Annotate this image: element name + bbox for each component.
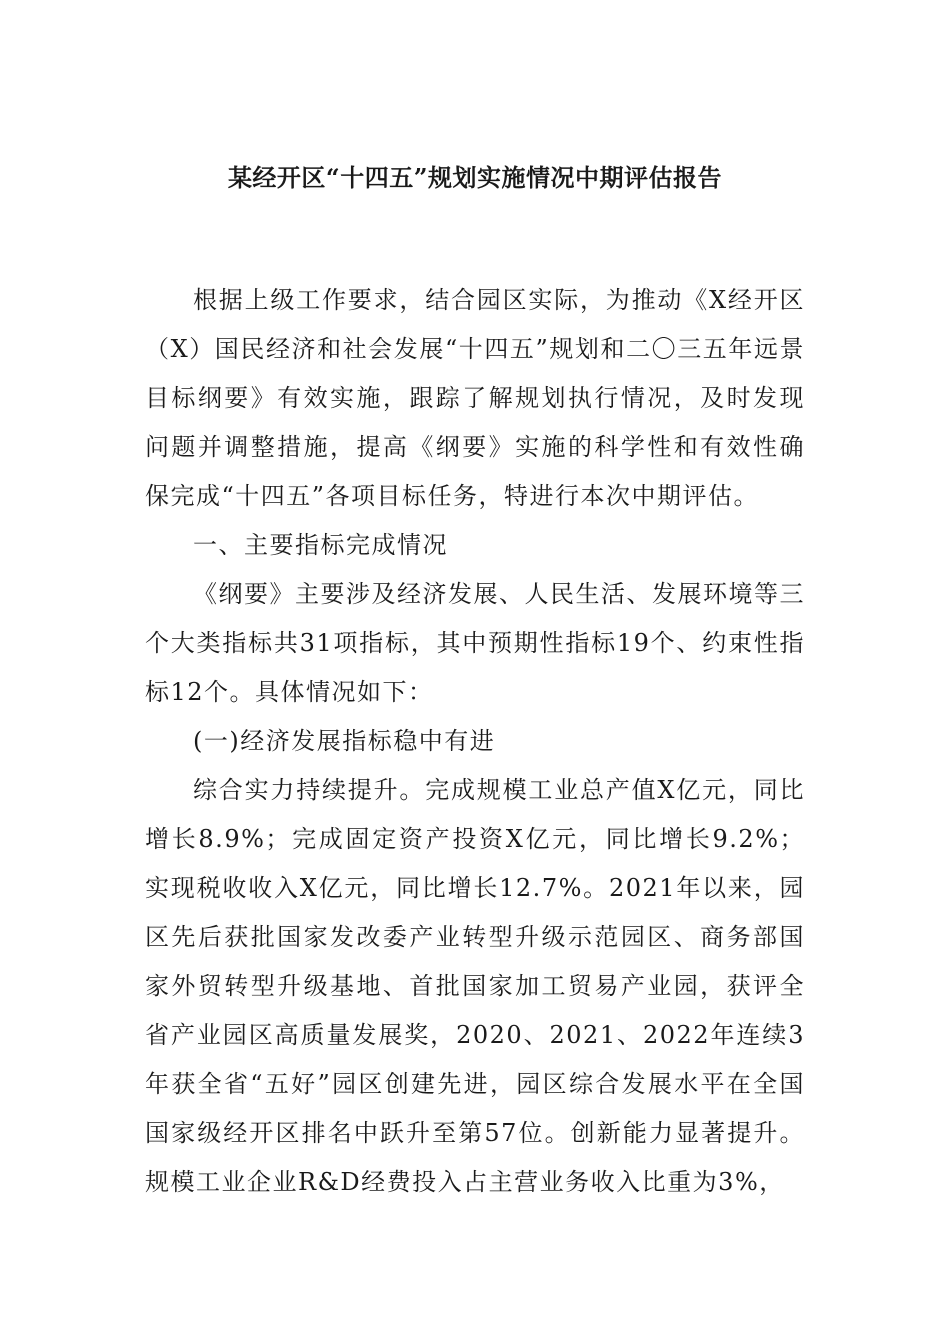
paragraph-indicator-overview: 《纲要》主要涉及经济发展、人民生活、发展环境等三个大类指标共31项指标，其中预期性指标19个、约束性指标12个。具体情况如下： [145,580,805,706]
section-heading-main-indicators: 一、主要指标完成情况 [193,531,448,559]
subsection-heading-economic-development: (一)经济发展指标稳中有进 [193,727,496,755]
document-title: 某经开区“十四五”规划实施情况中期评估报告 [227,163,723,192]
document-body [145,276,805,1207]
paragraph-intro: 根据上级工作要求，结合园区实际，为推动《X经开区（X）国民经济和社会发展“十四五”规划和二〇三五年远景目标纲要》有效实施，跟踪了解规划执行情况，及时发现问题并调整措施，提高《纲要》实施的科学性和有效性确保完成“十四五”各项目标任务，特进行本次中期评估。 [145,286,805,510]
paragraph-economic-details: 综合实力持续提升。完成规模工业总产值X亿元，同比增长8.9%；完成固定资产投资X亿元，同比增长9.2%；实现税收收入X亿元，同比增长12.7%。2021年以来，园区先后获批国家发改委产业转型升级示范园区、商务部国家外贸转型升级基地、首批国家加工贸易产业园，获评全省产业园区高质量发展奖，2020、2021、2022年连续3年获全省“五好”园区创建先进，园区综合发展水平在全国国家级经开区排名中跃升至第57位。创新能力显著提升。规模工业企业R&D经费投入占主营业务收入比重为3%， [145,776,805,1196]
